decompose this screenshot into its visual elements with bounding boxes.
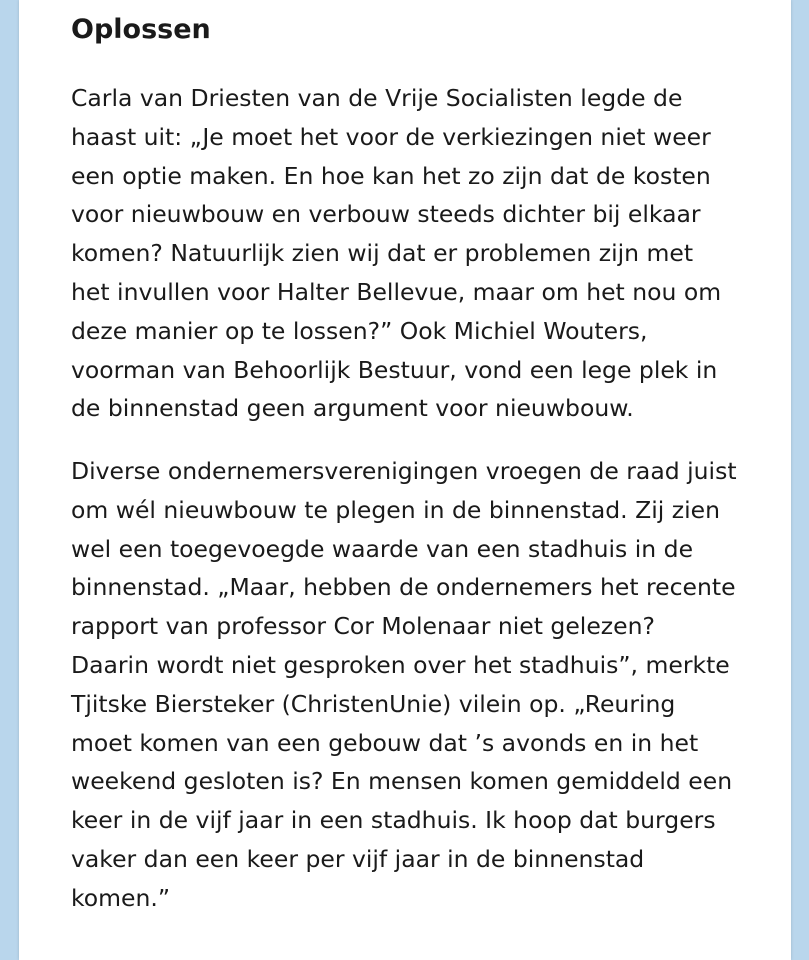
paragraph-2 — [71, 452, 761, 918]
paragraph-line: komen.” — [71, 883, 171, 912]
paragraph-line: het invullen voor Halter Bellevue, maar om het nou om — [71, 277, 722, 306]
paragraph-line: komen? Natuurlijk zien wij dat er problemen zijn met — [71, 239, 694, 268]
paragraph-line: vaker dan een keer per vijf jaar in de binnenstad — [71, 844, 645, 873]
paragraph-line: rapport van professor Cor Molenaar niet gelezen? — [71, 612, 655, 641]
paragraph-line: voorman van Behoorlijk Bestuur, vond een lege plek in — [71, 355, 718, 384]
paragraph-line: haast uit: „Je moet het voor de verkiezingen niet weer — [71, 122, 711, 151]
paragraph-line: Tjitske Biersteker (ChristenUnie) vilein op. „Reuring — [71, 689, 676, 718]
paragraph-line: een optie maken. En hoe kan het zo zijn dat de kosten — [71, 161, 711, 190]
paragraph-line: de binnenstad geen argument voor nieuwbouw. — [71, 394, 634, 423]
paragraph-line: moet komen van een gebouw dat ’s avonds en in het — [71, 728, 699, 757]
paragraph-line: voor nieuwbouw en verbouw steeds dichter bij elkaar — [71, 200, 701, 229]
paragraph-line: wel een toegevoegde waarde van een stadhuis in de — [71, 534, 694, 563]
section-heading: Oplossen — [71, 14, 211, 45]
paragraph-1 — [71, 79, 761, 428]
paragraph-line: Carla van Driesten van de Vrije Socialisten legde de — [71, 84, 683, 112]
paragraph-line: keer in de vijf jaar in een stadhuis. Ik hoop dat burgers — [71, 806, 716, 835]
paragraph-line: binnenstad. „Maar, hebben de ondernemers het recente — [71, 573, 736, 602]
paragraph-line: Daarin wordt niet gesproken over het stadhuis”, merkte — [71, 650, 730, 679]
paragraph-line: deze manier op te lossen?” Ook Michiel Wouters, — [71, 316, 648, 345]
article-card — [19, 0, 791, 960]
paragraph-line: Diverse ondernemersverenigingen vroegen de raad juist — [71, 457, 737, 485]
paragraph-line: weekend gesloten is? En mensen komen gemiddeld een — [71, 767, 733, 796]
paragraph-line: om wél nieuwbouw te plegen in de binnenstad. Zij zien — [71, 495, 720, 524]
